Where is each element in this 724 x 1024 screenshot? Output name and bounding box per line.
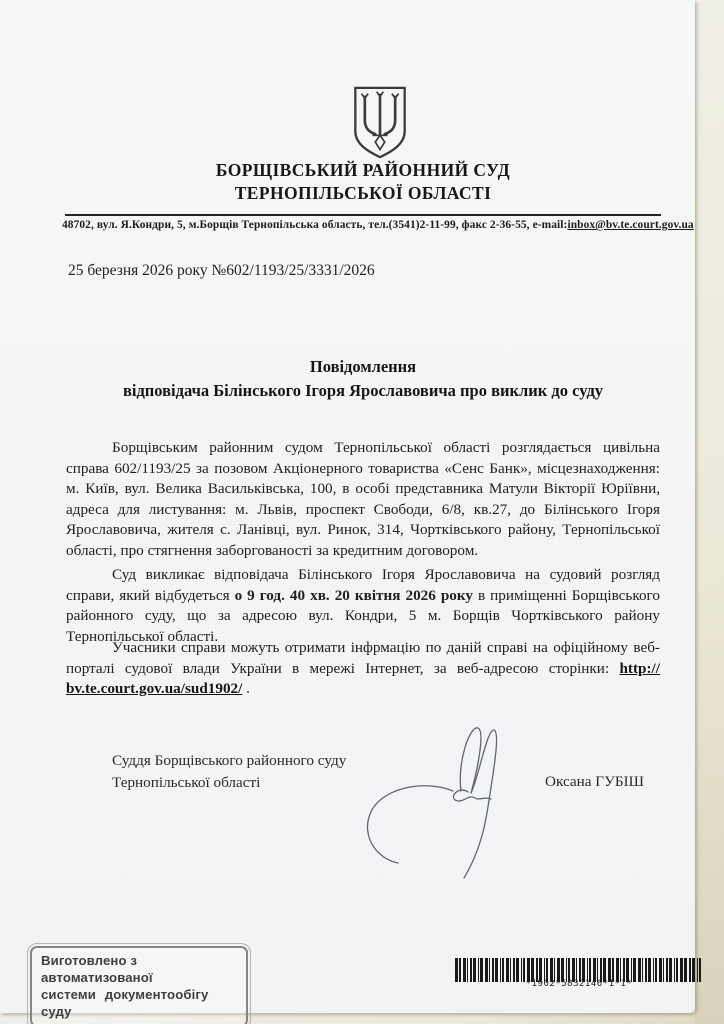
judge-name: Оксана ГУБІШ xyxy=(545,773,644,790)
court-web-url-host: bv.te.court.gov.ua/sud1902/ xyxy=(66,680,243,698)
judge-role-line1: Суддя Борщівського районного суду xyxy=(112,752,347,769)
date-and-reference-number: 25 березня 2026 року №602/1193/25/3331/2026 xyxy=(68,262,375,279)
court-address-line xyxy=(62,219,694,231)
judge-role xyxy=(112,750,346,793)
judge-role-line2: Тернопільської області xyxy=(112,773,261,791)
stamp-line2: системи документообігу суду xyxy=(41,987,209,1019)
court-name xyxy=(66,159,660,205)
court-name-line2: ТЕРНОПІЛЬСЬКОЇ ОБЛАСТІ xyxy=(234,183,492,203)
paragraph-case-description: Борщівським районним судом Тернопільської області розглядається цивільна справа 602/1193/25 за позовом Акціонерного товариства «Сенс Банк», місцезнаходження: м. Київ, вул. Велика Васильківська, 100, в особі представника Матули Вікторії Юріївни, адреса для листування: м. Львів, проспект Свободи, 6/8, кв.27, до Білінського Ігоря Ярославовича, жителя с. Ланівці, вул. Ринок, 314, Чортківського району, Тернопільської області, про стягнення заборгованості за кредитним договором. xyxy=(66,439,660,559)
court-name-line1: БОРЩІВСЬКИЙ РАЙОННИЙ СУД xyxy=(215,160,511,180)
handwritten-signature-icon xyxy=(350,695,515,890)
address-text: 48702, вул. Я.Кондри, 5, м.Борщів Тернопільська область, тел.(3541)2-11-99, факс 2-36-55, e-mail: xyxy=(62,219,568,231)
barcode-text: *1902*5832146*1*1* xyxy=(522,979,637,989)
portal-text-2: . xyxy=(242,680,250,698)
hearing-datetime: о 9 год. 40 хв. 20 квітня 2026 року xyxy=(234,586,474,604)
court-web-url-scheme: http:// xyxy=(619,659,660,677)
paragraph-web-portal xyxy=(66,638,660,700)
document-barcode xyxy=(455,958,703,989)
title-line1: Повідомлення xyxy=(309,357,417,376)
summons-text-2: в приміщенні Борщівського районного суду, що за адресою вул. Кондри, 5 м. Борщів Чортківського району Тернопільської області. xyxy=(66,586,660,645)
paragraph-summons xyxy=(66,565,660,647)
portal-text-1: Учасники справи можуть отримати інфрмацію по даній справі на офіційному веб-порталі судової влади України в мережі Інтернет, за веб-адресою сторінки: xyxy=(66,639,660,677)
ukraine-trident-emblem-icon xyxy=(351,86,409,160)
court-email: inbox@bv.te.court.gov.ua xyxy=(567,219,694,231)
scanner-bed-right-edge xyxy=(695,0,724,1024)
header-divider-line xyxy=(65,214,661,216)
document-title xyxy=(66,355,660,403)
stamp-line1: Виготовлено з автоматизованої xyxy=(41,953,153,985)
automation-system-stamp xyxy=(30,946,248,1024)
summons-text-1: Суд викликає відповідача Білінського Ігоря Ярославовича на судовий розгляд справи, який відбудеться xyxy=(66,566,660,604)
title-line2: відповідача Білінського Ігоря Ярославовича про виклик до суду xyxy=(122,381,604,400)
